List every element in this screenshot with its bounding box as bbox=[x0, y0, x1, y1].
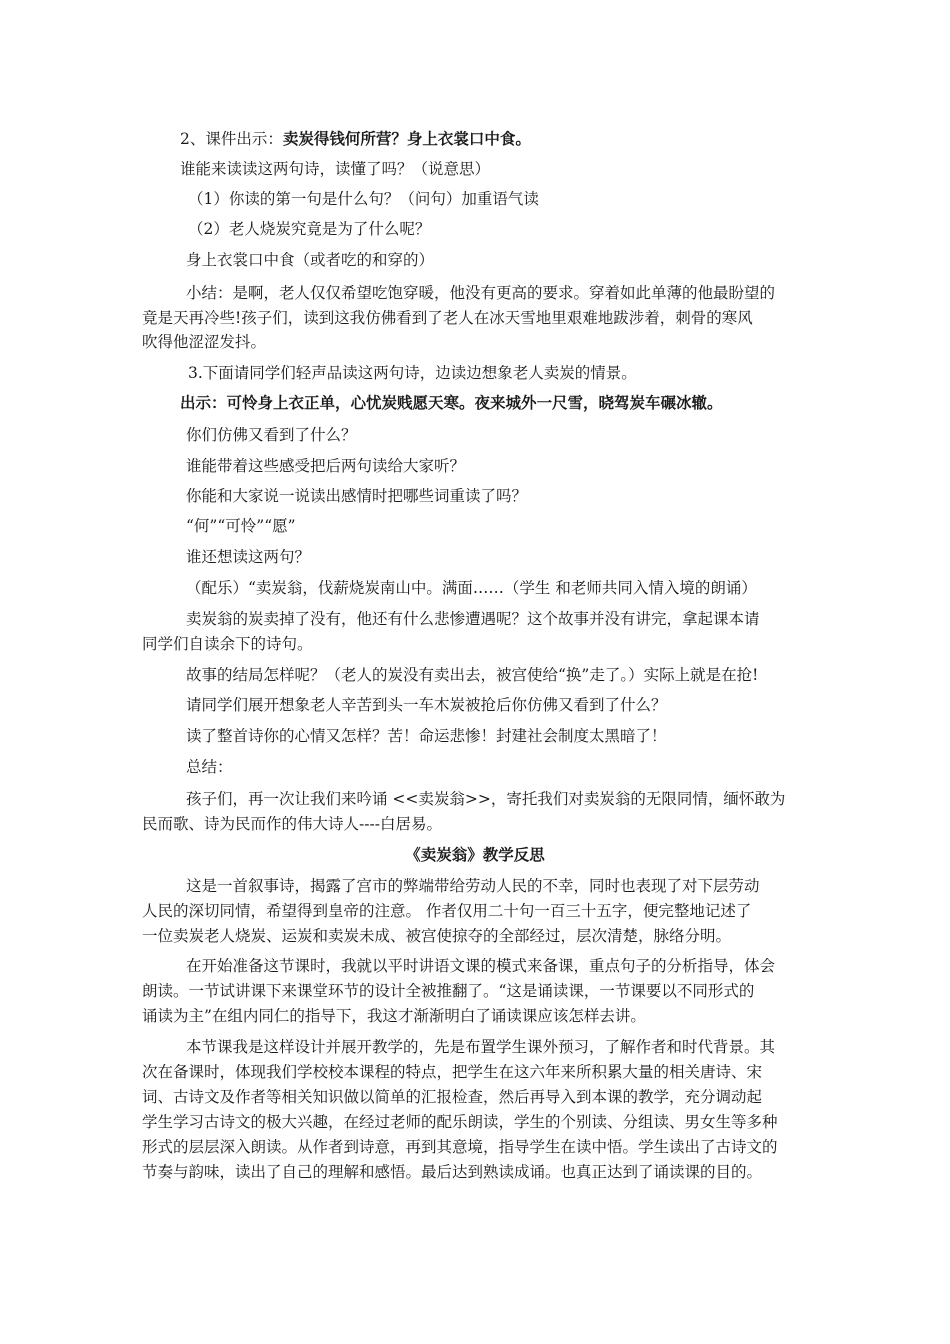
paragraph: 故事的结局怎样呢？（老人的炭没有卖出去，被宫使给“换”走了。）实际上就是在抢! bbox=[186, 666, 759, 684]
item-2-prefix: 2、课件出示： bbox=[180, 130, 283, 148]
summary-line-3: 吹得他涩涩发抖。 bbox=[142, 333, 267, 351]
answer-2: 身上衣裳口中食（或者吃的和穿的） bbox=[186, 251, 435, 269]
reflection-para-3-line-1: 本节课我是这样设计并展开教学的，先是布置学生课外预习，了解作者和时代背景。其 bbox=[186, 1038, 776, 1056]
paragraph: 你能和大家说一说读出感情时把哪些词重读了吗？ bbox=[186, 487, 528, 505]
reflection-para-2-line-1: 在开始准备这节课时，我就以平时讲语文课的模式来备课，重点句子的分析指导，体会 bbox=[186, 957, 776, 975]
reflection-para-2-line-3: 诵读为主”在组内同仁的指导下，我这才渐渐明白了诵读课应该怎样去讲。 bbox=[142, 1007, 646, 1025]
question-1: （1）你读的第一句是什么句？（问句）加重语气读 bbox=[188, 190, 539, 208]
show-poem: 出示：可怜身上衣正单，心忧炭贱愿天寒。夜来城外一尺雪，晓驾炭车碾冰辙。 bbox=[180, 393, 723, 412]
item-2-line bbox=[180, 129, 531, 149]
item-2-poem: 卖炭得钱何所营？身上衣裳口中食。 bbox=[282, 129, 531, 148]
reflection-para-3-line-3: 词、古诗文及作者等相关知识做以简单的汇报检查，然后再导入到本课的教学，充分调动起 bbox=[142, 1088, 763, 1106]
final-line-2: 民而歌、诗为民而作的伟大诗人----白居易。 bbox=[142, 815, 442, 833]
paragraph: 总结： bbox=[186, 758, 233, 776]
paragraph: 请同学们展开想象老人辛苦到头一车木炭被抢后你仿佛又看到了什么？ bbox=[186, 696, 667, 714]
reflection-para-3-line-5: 形式的层层深入朗读。从作者到诗意，再到其意境，指导学生在读中悟。学生读出了古诗文的 bbox=[142, 1138, 778, 1156]
paragraph: 谁能带着这些感受把后两句读给大家听？ bbox=[186, 457, 466, 475]
final-line-1: 孩子们，再一次让我们来吟诵 <<卖炭翁>>，寄托我们对卖炭翁的无限同情，缅怀敢为 bbox=[186, 790, 786, 808]
reflection-para-1-line-3: 一位卖炭老人烧炭、运炭和卖炭未成、被宫使掠夺的全部经过，层次清楚，脉络分明。 bbox=[142, 927, 732, 945]
reflection-para-3-line-4: 学生学习古诗文的极大兴趣，在经过老师的配乐朗读，学生的个别读、分组读、男女生等多种 bbox=[142, 1113, 778, 1131]
paragraph-line-1: 卖炭翁的炭卖掉了没有，他还有什么悲惨遭遇呢？这个故事并没有讲完，拿起课本请 bbox=[186, 610, 760, 628]
paragraph: 你们仿佛又看到了什么？ bbox=[186, 426, 357, 444]
question-2: （2）老人烧炭究竟是为了什么呢？ bbox=[188, 220, 431, 238]
paragraph: 谁能来读读这两句诗，读懂了吗？（说意思） bbox=[180, 160, 491, 178]
reflection-para-1-line-2: 人民的深切同情，希望得到皇帝的注意。 作者仅用二十句一百三十五字，便完整地记述了 bbox=[142, 902, 752, 920]
reflection-para-3-line-2: 次在备课时，体现我们学校校本课程的特点，把学生在这六年来所积累大量的相关唐诗、宋 bbox=[142, 1063, 763, 1081]
paragraph: 读了整首诗你的心情又怎样？苦！命运悲惨！封建社会制度太黑暗了！ bbox=[186, 727, 667, 745]
summary-line-1: 小结：是啊，老人仅仅希望吃饱穿暖，他没有更高的要求。穿着如此单薄的他最盼望的 bbox=[186, 284, 776, 302]
reflection-para-3-line-6: 节奏与韵味，读出了自己的理解和感悟。最后达到熟读成诵。也真正达到了诵读课的目的。 bbox=[142, 1163, 763, 1181]
paragraph: “何”“可怜”“愿” bbox=[186, 517, 296, 535]
paragraph-line-2: 同学们自读余下的诗句。 bbox=[142, 635, 313, 653]
reflection-para-2-line-2: 朗读。一节试讲课下来课堂环节的设计全被推翻了。“这是诵读课，一节课要以不同形式的 bbox=[142, 982, 755, 1000]
summary-line-2: 竟是天再冷些!孩子们，读到这我仿佛看到了老人在冰天雪地里艰难地跋涉着，刺骨的寒风 bbox=[142, 309, 753, 327]
item-3: 3.下面请同学们轻声品读这两句诗，边读边想象老人卖炭的情景。 bbox=[188, 364, 637, 382]
reflection-title: 《卖炭翁》教学反思 bbox=[405, 845, 545, 864]
paragraph: 谁还想读这两句？ bbox=[186, 548, 311, 566]
reflection-para-1-line-1: 这是一首叙事诗，揭露了宫市的弊端带给劳动人民的不幸，同时也表现了对下层劳动 bbox=[186, 877, 760, 895]
paragraph: （配乐）“卖炭翁，伐薪烧炭南山中。满面……（学生 和老师共同入情入境的朗诵） bbox=[186, 579, 757, 597]
